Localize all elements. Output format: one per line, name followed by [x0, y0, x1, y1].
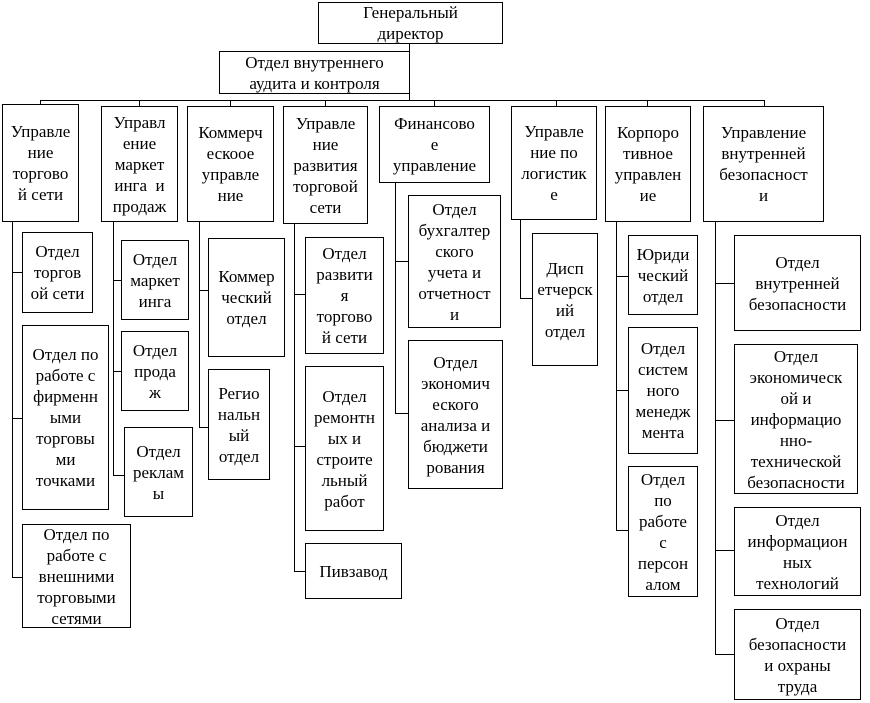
department-box [408, 340, 503, 489]
department-label: Отдел маркет инга [130, 249, 180, 311]
connector [616, 276, 628, 277]
connector [715, 550, 734, 551]
department-box [628, 327, 698, 454]
division-box [703, 106, 824, 222]
division-label: Управле ние по логистик е [521, 122, 587, 204]
connector [113, 222, 114, 475]
connector [113, 475, 124, 476]
division-box [605, 106, 691, 222]
connector [12, 577, 22, 578]
department-label: Отдел реклам ы [132, 441, 185, 503]
department-box [121, 331, 189, 411]
department-label: Юриди ческий отдел [636, 244, 690, 306]
department-label: Отдел прода ж [132, 340, 178, 402]
department-box [305, 543, 402, 599]
connector [199, 222, 200, 427]
division-label: Управл ение маркет инга и продаж [112, 112, 167, 216]
connector [294, 446, 305, 447]
division-label: Коммерч ескоое управле ние [198, 123, 263, 205]
connector [199, 427, 208, 428]
department-box [208, 238, 285, 357]
department-label: Отдел развити я торгово й сети [316, 244, 373, 347]
department-box [734, 609, 861, 700]
connector [199, 290, 208, 291]
connector [113, 280, 121, 281]
division-box [101, 106, 178, 222]
division-box [379, 106, 490, 183]
audit-department-label: Отдел внутреннего аудита и контроля [245, 52, 384, 93]
general-director-box [318, 2, 503, 44]
connector [294, 294, 305, 295]
department-label: Дисп етчерск ий отдел [537, 258, 593, 341]
department-box [208, 369, 270, 480]
division-box [187, 106, 274, 222]
department-box [628, 466, 698, 597]
department-label: Отдел систем ного менедж мента [635, 339, 691, 442]
department-box [22, 325, 109, 510]
connector [113, 371, 121, 372]
connector [294, 224, 295, 571]
connector [715, 283, 734, 284]
department-label: Отдел безопасности и охраны труда [748, 613, 847, 696]
connector [715, 420, 734, 421]
department-box [734, 507, 861, 596]
department-label: Отдел внутренней безопасности [748, 252, 847, 314]
department-label: Отдел по работе с фирменн ыми торговы ми точками [32, 345, 99, 490]
department-label: Коммер ческий отдел [218, 267, 275, 328]
department-box [121, 240, 189, 320]
division-label: Управление внутренней безопасност и [719, 123, 808, 205]
division-label: Корпоро тивное управлен ие [614, 123, 682, 205]
division-box [283, 106, 368, 224]
department-box [628, 235, 698, 315]
connector [715, 654, 734, 655]
department-label: Отдел торгов ой сети [30, 242, 85, 303]
department-label: Отдел ремонтн ых и строите льный работ [314, 386, 375, 511]
connector [40, 100, 764, 101]
department-label: Регио нальн ый отдел [217, 383, 261, 466]
department-box [734, 344, 858, 494]
department-box [124, 427, 193, 517]
division-label: Управле ние развития торговой сети [293, 113, 358, 217]
department-label: Отдел экономическ ой и информацио нно- технической безопасности [747, 346, 845, 492]
connector [395, 413, 408, 414]
connector [294, 571, 305, 572]
connector [12, 222, 13, 577]
department-label: Отдел бухгалтер ского учета и отчетност и [418, 199, 491, 324]
division-box [511, 106, 597, 220]
department-box [532, 233, 598, 366]
connector [616, 390, 628, 391]
department-label: Отдел по работе с персон алом [637, 469, 689, 594]
department-label: Отдел по работе с внешними торговыми сетями [37, 524, 116, 628]
connector [715, 222, 716, 654]
connector [616, 530, 628, 531]
department-box [22, 232, 93, 313]
connector [395, 183, 396, 413]
connector [12, 418, 22, 419]
department-box [305, 237, 384, 354]
department-label: Пивзавод [319, 561, 388, 581]
department-box [22, 524, 131, 628]
general-director-label: Генеральный директор [363, 3, 458, 43]
department-box [734, 235, 861, 331]
connector [520, 220, 521, 298]
department-label: Отдел информацион ных технологий [747, 510, 848, 593]
connector [395, 261, 408, 262]
department-box [305, 366, 384, 531]
division-box [2, 104, 79, 222]
audit-department-box [219, 51, 410, 94]
division-label: Управле ние торгово й сети [10, 122, 71, 204]
department-label: Отдел экономич еского анализа и бюджети рования [420, 352, 491, 477]
connector [12, 272, 22, 273]
division-label: Финансово е управление [392, 114, 477, 175]
connector [520, 298, 532, 299]
connector [616, 222, 617, 530]
department-box [408, 195, 501, 328]
